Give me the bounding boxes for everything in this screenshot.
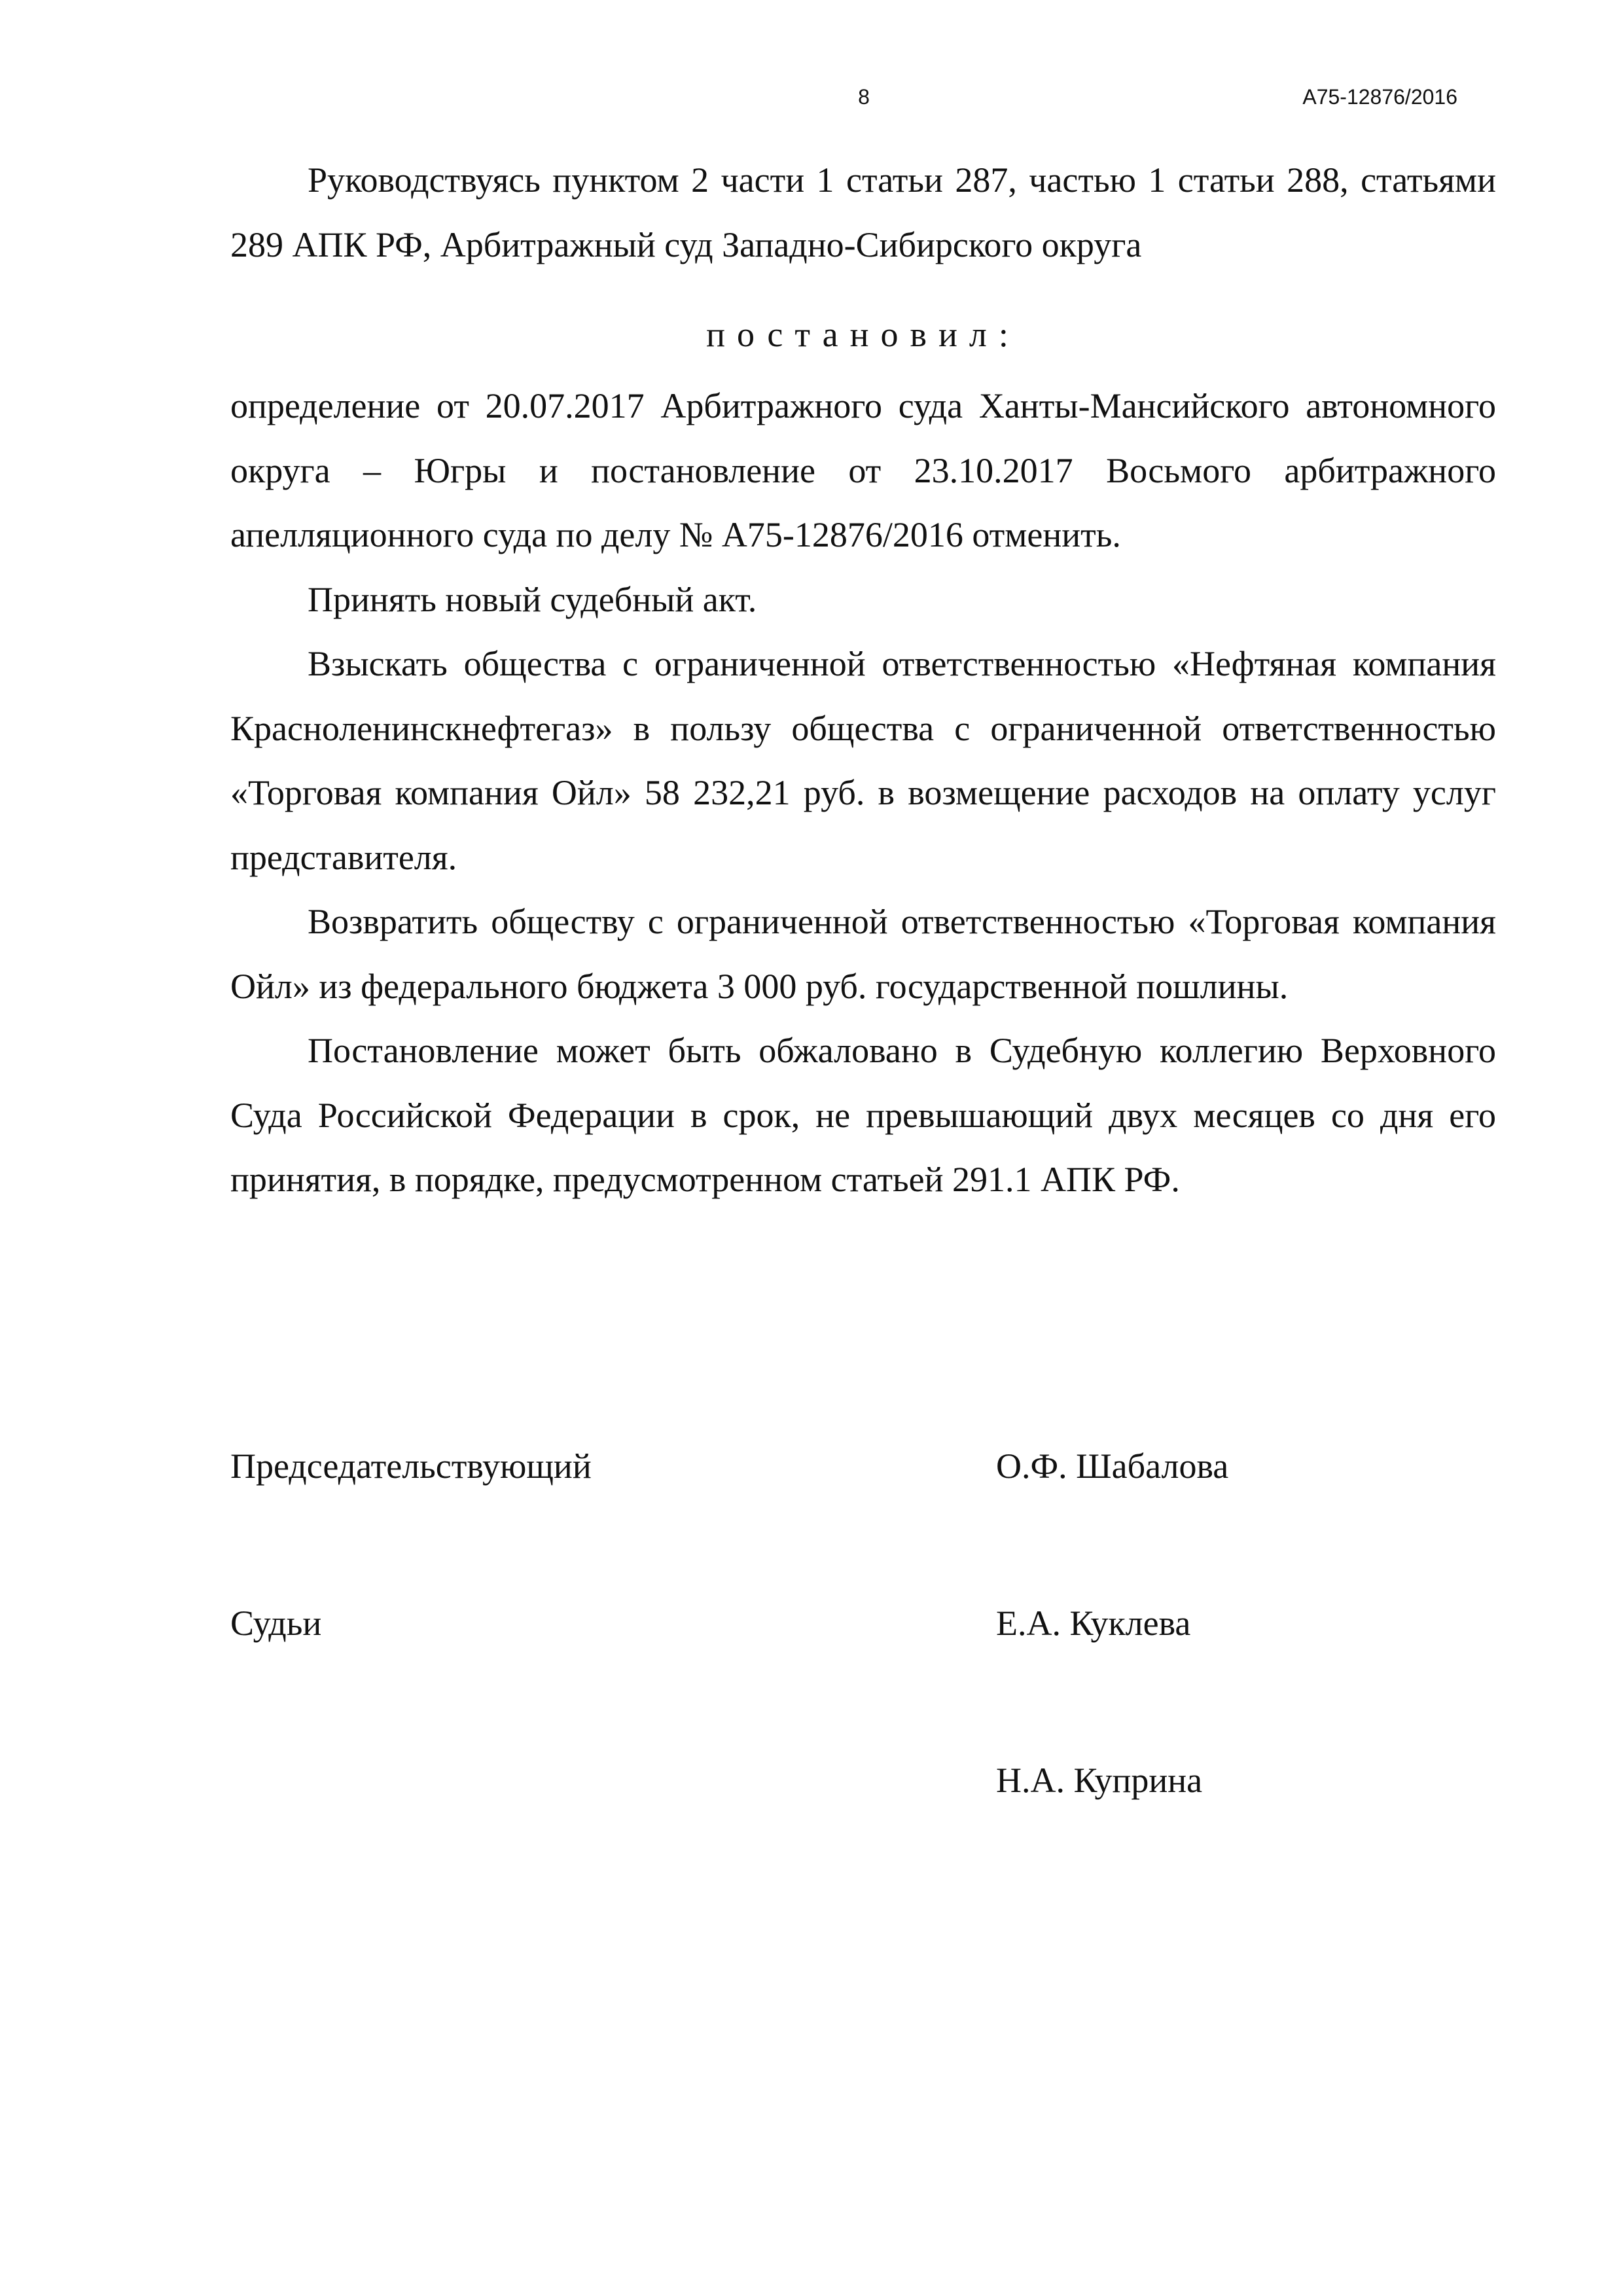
document-body (230, 148, 1496, 1212)
page-number: 8 (858, 85, 870, 109)
case-number: А75-12876/2016 (1302, 85, 1457, 109)
appeal-paragraph: Постановление может быть обжаловано в Судебную коллегию Верховного Суда Российской Федерации в срок, не превышающий двух месяцев со дня его принятия, в порядке, предусмотренном статьей 291.1 АПК РФ. (230, 1031, 1496, 1199)
judge-name-1: Е.А. Куклева (996, 1604, 1191, 1643)
presiding-judge-name: О.Ф. Шабалова (996, 1446, 1229, 1486)
presiding-row (230, 1443, 1496, 1600)
refund-duty-paragraph: Возвратить обществу с ограниченной ответственностью «Торговая компания Ойл» из федерального бюджета 3 000 руб. государственной пошлины. (230, 902, 1496, 1006)
signature-block (230, 1443, 1496, 1914)
judge-row-2 (230, 1757, 1496, 1914)
intro-paragraph: Руководствуясь пунктом 2 части 1 статьи 287, частью 1 статьи 288, статьями 289 АПК РФ, Арбитражный суд Западно-Сибирского округа (230, 160, 1496, 264)
judge-name-2: Н.А. Куприна (996, 1761, 1203, 1800)
presiding-label: Председательствующий (230, 1446, 592, 1486)
new-act-paragraph: Принять новый судебный акт. (308, 579, 757, 619)
resolution-heading: постановил: (706, 315, 1020, 354)
recover-costs-paragraph: Взыскать общества с ограниченной ответственностью «Нефтяная компания Красноленинскнефтегаз» в пользу общества с ограниченной ответственностью «Торговая компания Ойл» 58 232,21 руб. в возмещение расходов на оплату услуг представителя. (230, 644, 1496, 877)
ruling-cancel-paragraph: определение от 20.07.2017 Арбитражного суда Ханты-Мансийского автономного округа – Югры и постановление от 23.10.2017 Восьмого арбитражного апелляционного суда по делу № А75-12876/2016 отменить. (230, 386, 1496, 554)
judges-row (230, 1600, 1496, 1757)
judges-label: Судьи (230, 1604, 322, 1643)
